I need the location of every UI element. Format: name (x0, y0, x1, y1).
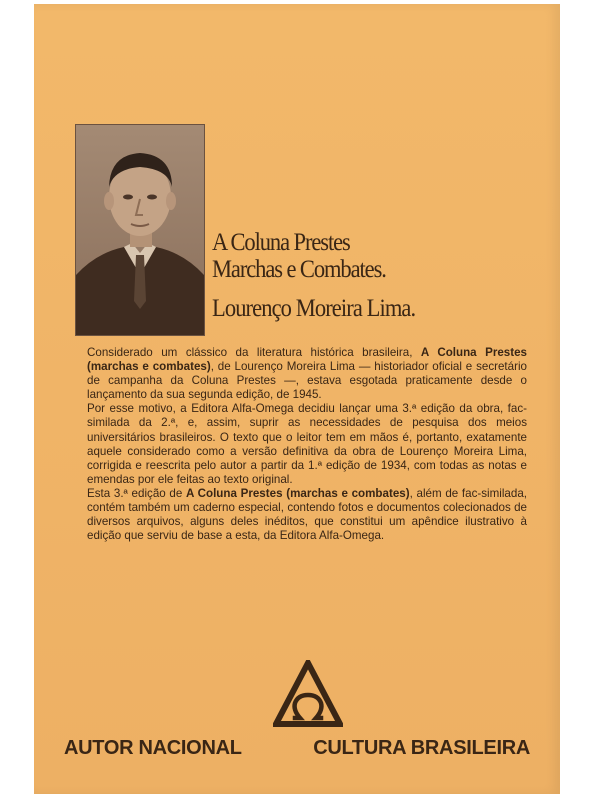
book-back-cover (34, 4, 560, 794)
blurb-paragraph-3 (87, 487, 527, 543)
blurb-text (87, 346, 527, 543)
blurb-p1-text-a: Considerado um clássico da literatura histórica brasileira, (87, 346, 421, 359)
blurb-paragraph-1 (87, 346, 527, 402)
footer-right-label: CULTURA BRASILEIRA (313, 737, 530, 759)
blurb-p3-text-b: , além de fac-similada, contém também um caderno especial, contendo fotos e documentos colecionados de diversos arquivos, alguns deles inéditos, que constitui um apêndice ilustrativo à edição que serviu de base a esta, da Editora Alfa-Omega. (87, 486, 527, 543)
author-name: Lourenço Moreira Lima. (212, 295, 416, 322)
blurb-paragraph-2: Por esse motivo, a Editora Alfa-Omega decidiu lançar uma 3.ª edição da obra, fac-similada da 2.ª, e, assim, suprir as necessidades de pesquisa dos meios universitários brasileiros. O texto que o leitor tem em mãos é, portanto, exatamente aquele considerado como a versão definitiva da obra de Lourenço Moreira Lima, corrigida e reescrita pelo autor a partir da 1.ª edição de 1934, com todas as notas e emendas por ele feitas ao texto original. (87, 402, 527, 486)
book-title-line-2: Marchas e Combates. (212, 256, 386, 283)
alfa-omega-logo-icon (273, 660, 343, 728)
footer-collection (64, 737, 530, 760)
blurb-p1-text-b: , de Lourenço Moreira Lima — historiador oficial e secretário de campanha da Coluna Prestes —, estava esgotada praticamente desde o lançamento da sua segunda edição, de 1945. (87, 360, 527, 402)
blurb-p1-book-title: A Coluna Prestes (marchas e combates) (87, 346, 527, 374)
portrait-image (76, 125, 204, 335)
footer-left-label: AUTOR NACIONAL (64, 737, 242, 759)
book-title-line-1: A Coluna Prestes (212, 229, 350, 256)
author-portrait (75, 124, 205, 336)
book-title-block (212, 229, 532, 322)
blurb-p3-book-title: A Coluna Prestes (marchas e combates) (186, 486, 410, 500)
blurb-p3-text-a: Esta 3.ª edição de (87, 486, 186, 500)
